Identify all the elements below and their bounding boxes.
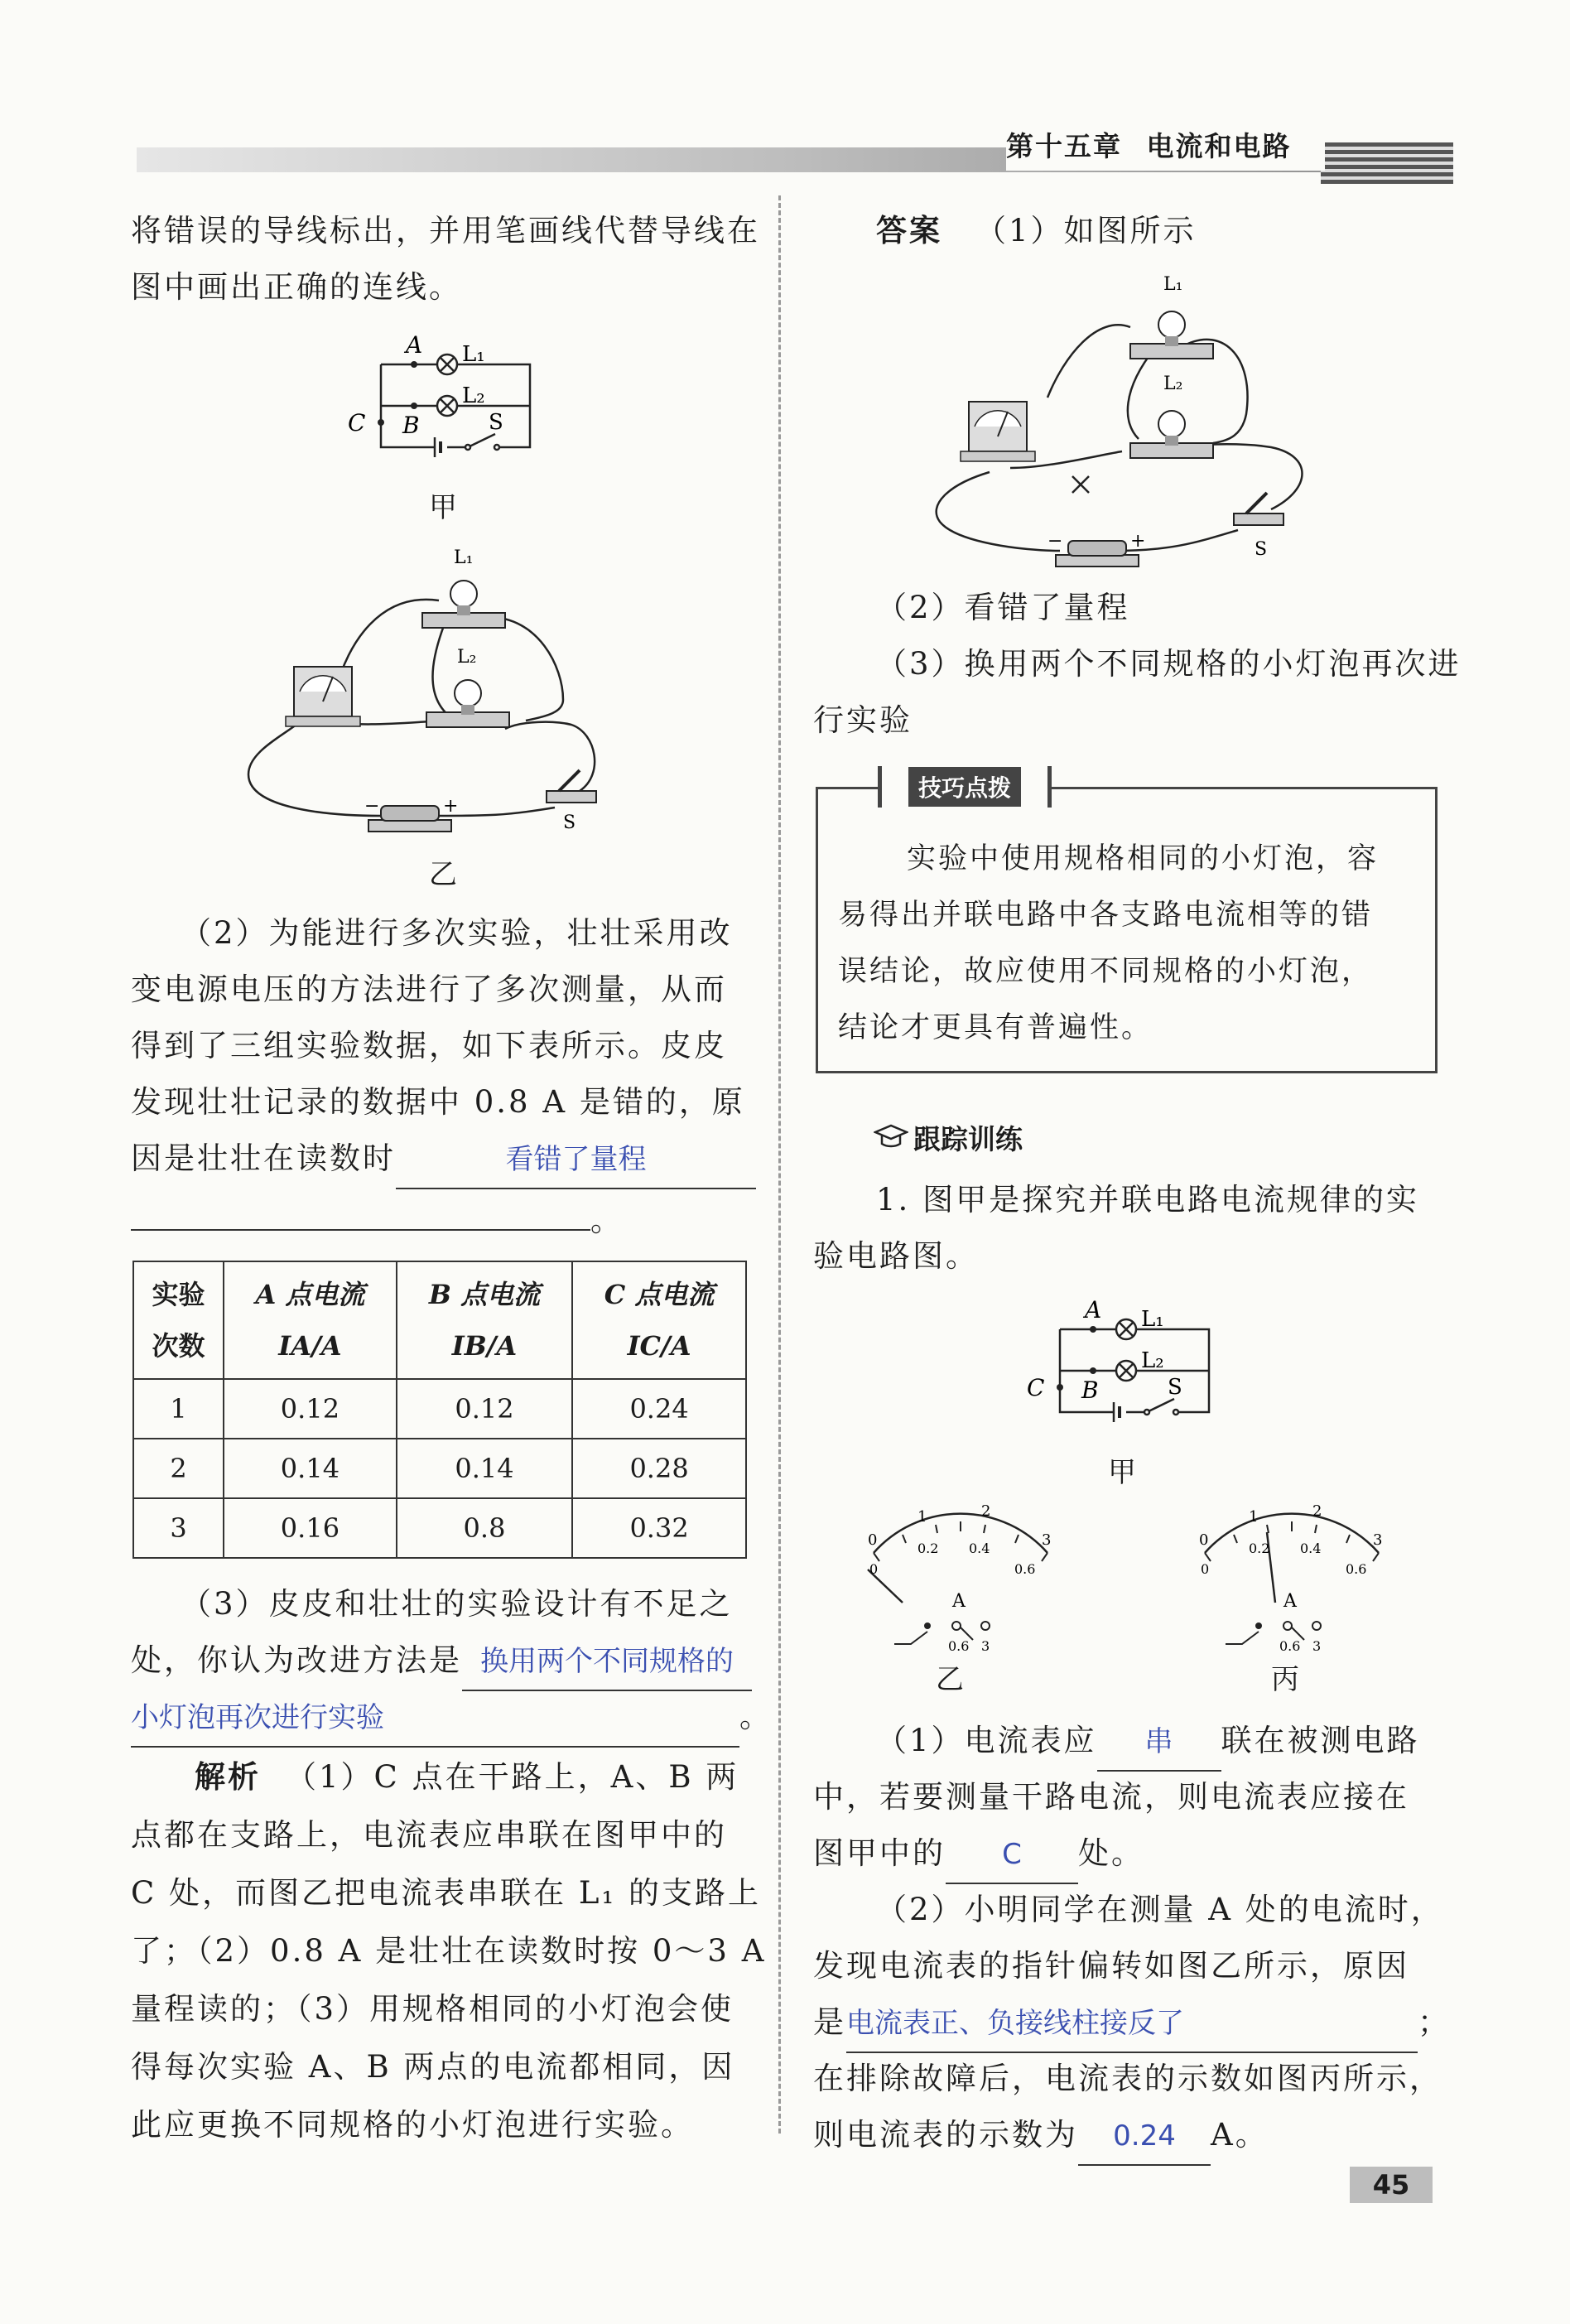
column-divider [778, 195, 781, 2134]
header-bar-right [1321, 142, 1453, 184]
svg-text:0.6: 0.6 [1279, 1638, 1301, 1654]
table-header-cell: 实验 次数 [133, 1261, 224, 1379]
svg-text:2: 2 [981, 1503, 991, 1520]
ans-label-S: S [1255, 539, 1268, 560]
analysis-label: 解析 [195, 1759, 261, 1795]
physical-circuit-yi [240, 542, 654, 857]
chapter-title: 电流和电路 [1146, 130, 1292, 162]
label-C: C [348, 409, 366, 436]
rq2-line3-prefix: 是 [813, 2004, 846, 2040]
circuit-diagram-jia [331, 323, 563, 489]
p1-line-1: 1. 图甲是探究并联电路电流规律的实 [876, 1182, 1420, 1217]
r-label-B: B [1081, 1377, 1099, 1404]
yi-label-S: S [563, 812, 576, 833]
table-cell: 0.14 [224, 1439, 397, 1498]
fig-jia-label: 甲 [429, 491, 457, 524]
q3-end: 。 [739, 1699, 773, 1734]
intro-line-1: 将错误的导线标出，并用笔画线代替导线在 [131, 213, 760, 248]
q2-line-3: 得到了三组实验数据，如下表所示。皮皮 [131, 1028, 727, 1063]
q2-answer-continuation [131, 1196, 590, 1231]
chapter-number: 第十五章 [1006, 130, 1122, 162]
svg-text:0.6: 0.6 [1346, 1561, 1367, 1577]
label-A: A [406, 331, 423, 359]
fig-bing-label: 丙 [1271, 1663, 1299, 1696]
q3-answer-field-1[interactable]: 换用两个不同规格的 [462, 1633, 752, 1691]
data-table [132, 1261, 747, 1559]
q2-prefix: 因是壮壮在读数时 [131, 1140, 396, 1176]
q2-answer-field[interactable]: 看错了量程 [396, 1131, 756, 1189]
q2-line-1: （2）为能进行多次实验，壮壮采用改 [181, 915, 733, 951]
q1-line3-prefix: 图甲中的 [813, 1835, 946, 1871]
q1-prefix: （1）电流表应 [876, 1723, 1097, 1758]
table-cell: 0.16 [224, 1498, 397, 1558]
tip-title-badge [878, 766, 1052, 808]
r-label-L2: L₂ [1141, 1348, 1164, 1373]
switch-icon [547, 770, 596, 803]
answer-switch-icon [1234, 493, 1283, 525]
table-cell: 0.24 [572, 1379, 746, 1439]
table-cell: 0.8 [397, 1498, 572, 1558]
label-S: S [489, 410, 503, 435]
table-cell: 0.12 [224, 1379, 397, 1439]
rq2-line3-end: ； [1418, 2004, 1451, 2040]
ammeter-icon [286, 667, 360, 726]
label-B: B [402, 412, 420, 439]
battery-icon [368, 806, 451, 832]
svg-text:3: 3 [981, 1638, 990, 1654]
r-label-S: S [1168, 1375, 1182, 1400]
answer-line-2: （2）看错了量程 [876, 590, 1130, 625]
q3-line-3 [131, 1689, 773, 1748]
table-header-cell: A 点电流 IA/A [224, 1261, 397, 1379]
answer-ammeter-icon [961, 402, 1035, 461]
rq2-line5-prefix: 则电流表的示数为 [813, 2117, 1078, 2153]
svg-text:1: 1 [917, 1508, 927, 1526]
q3-answer-field-2[interactable]: 小灯泡再次进行实验 [131, 1690, 739, 1748]
table-row [133, 1379, 746, 1439]
tip-line-4: 结论才更具有普遍性。 [838, 1011, 1153, 1044]
answer-bulb-l2-icon [1130, 411, 1213, 458]
answer-battery-icon [1056, 541, 1139, 567]
ans-label-plus: + [1130, 531, 1146, 552]
analysis-line-7: 此应更换不同规格的小灯泡进行实验。 [131, 2107, 694, 2143]
r-label-L1: L₁ [1141, 1307, 1164, 1332]
analysis-line-3: C 处，而图乙把电流表串联在 L₁ 的支路上 [131, 1875, 761, 1911]
circuit-diagram-jia-right [1010, 1288, 1242, 1454]
training-header [874, 1118, 1023, 1157]
tip-line-2: 易得出并联电路中各支路电流相等的错 [838, 899, 1374, 932]
tip-line-3: 误结论，故应使用不同规格的小灯泡， [838, 955, 1374, 988]
answer-line-4: 行实验 [813, 702, 913, 738]
table-cell: 0.32 [572, 1498, 746, 1558]
table-cell: 3 [133, 1498, 224, 1558]
yi-label-L2: L₂ [457, 647, 477, 668]
answer-bulb-l1-icon [1130, 311, 1213, 359]
svg-text:A: A [1283, 1591, 1297, 1612]
q1-mid: 联在被测电路 [1221, 1723, 1420, 1758]
ammeter-dial-yi [853, 1503, 1068, 1669]
rq2-answer-field-2[interactable]: 0.24 [1078, 2108, 1211, 2166]
svg-text:0.2: 0.2 [1249, 1540, 1270, 1556]
svg-text:3: 3 [1312, 1638, 1322, 1654]
table-cell: 0.12 [397, 1379, 572, 1439]
q1-line-1 [876, 1713, 1420, 1772]
label-L2: L₂ [462, 383, 485, 408]
analysis-line-1: 解析 （1）C 点在干路上，A、B 两 [195, 1759, 739, 1795]
svg-text:0.6: 0.6 [948, 1638, 970, 1654]
ans-label-L2: L₂ [1163, 374, 1183, 394]
svg-text:0: 0 [1199, 1531, 1209, 1549]
table-row [133, 1439, 746, 1498]
fig-yi-right-label: 乙 [936, 1663, 964, 1696]
q3-line-2 [131, 1632, 752, 1691]
table-cell: 0.14 [397, 1439, 572, 1498]
training-title: 跟踪训练 [913, 1123, 1023, 1155]
tip-line-1: 实验中使用规格相同的小灯泡，容 [907, 842, 1380, 875]
ans-label-minus: − [1047, 531, 1063, 552]
svg-text:2: 2 [1312, 1503, 1322, 1520]
page-number: 45 [1350, 2167, 1433, 2203]
ans-label-L1: L₁ [1163, 274, 1183, 295]
analysis-line-2: 点都在支路上，电流表应串联在图甲中的 [131, 1817, 727, 1853]
table-header-cell: C 点电流 IC/A [572, 1261, 746, 1379]
graduation-cap-icon [874, 1122, 908, 1154]
table-cell: 1 [133, 1379, 224, 1439]
rq2-line-3 [813, 1994, 1451, 2053]
svg-text:1: 1 [1249, 1508, 1259, 1526]
svg-text:0: 0 [1201, 1561, 1210, 1577]
q3-prefix: 处，你认为改进方法是 [131, 1642, 462, 1678]
rq2-line-5 [813, 2107, 1269, 2166]
yi-label-minus: − [364, 796, 380, 817]
q2-end: 。 [590, 1203, 624, 1238]
rq2-line-1: （2）小明同学在测量 A 处的电流时， [876, 1892, 1444, 1927]
answer-line-3: （3）换用两个不同规格的小灯泡再次进 [876, 646, 1462, 682]
header-title-box [1006, 123, 1325, 171]
intro-line-2: 图中画出正确的连线。 [131, 269, 462, 305]
q2-line-4: 发现壮壮记录的数据中 0.8 A 是错的，原 [131, 1084, 745, 1120]
svg-text:3: 3 [1373, 1531, 1383, 1549]
p1-line-2: 验电路图。 [813, 1238, 979, 1274]
label-L1: L₁ [462, 342, 485, 367]
r-label-C: C [1027, 1374, 1045, 1401]
svg-text:3: 3 [1042, 1531, 1052, 1549]
answer-label: 答案 [876, 213, 942, 248]
q1-answer-field-1[interactable]: 串 [1097, 1714, 1221, 1772]
ammeter-dial-bing [1184, 1503, 1399, 1669]
q1-line-3 [813, 1825, 1144, 1884]
tip-title: 技巧点拨 [908, 767, 1021, 807]
fig-yi-label: 乙 [429, 858, 457, 891]
answer-physical-circuit [923, 265, 1337, 580]
svg-text:A: A [952, 1591, 966, 1612]
q3-line-1: （3）皮皮和壮壮的实验设计有不足之 [181, 1586, 733, 1622]
rq2-line5-end: A。 [1211, 2117, 1269, 2153]
bulb-l1-icon [422, 581, 505, 628]
analysis-line-5: 量程读的；（3）用规格相同的小灯泡会使 [131, 1991, 734, 2027]
svg-text:0.2: 0.2 [917, 1540, 939, 1556]
yi-label-plus: + [443, 796, 459, 817]
svg-text:0: 0 [869, 1561, 879, 1577]
q1-line-2: 中，若要测量干路电流，则电流表应接在 [813, 1779, 1409, 1815]
rq2-line-2: 发现电流表的指针偏转如图乙所示，原因 [813, 1948, 1409, 1984]
analysis-line-4: 了；（2）0.8 A 是壮壮在读数时按 0～3 A [131, 1933, 767, 1969]
rq2-line-4: 在排除故障后，电流表的示数如图丙所示， [813, 2061, 1442, 2096]
table-row [133, 1498, 746, 1558]
analysis-line-6: 得每次实验 A、B 两点的电流都相同，因 [131, 2049, 735, 2085]
q1-end: 处。 [1078, 1835, 1144, 1871]
q2-line-2: 变电源电压的方法进行了多次测量，从而 [131, 972, 727, 1007]
answer-line-1: 答案 （1）如图所示 [876, 213, 1197, 248]
yi-label-L1: L₁ [454, 547, 474, 568]
q2-line-6 [131, 1193, 624, 1249]
fig-jia-right-label: 甲 [1108, 1456, 1136, 1489]
r-label-A: A [1085, 1296, 1102, 1324]
svg-text:0.6: 0.6 [1014, 1561, 1036, 1577]
table-header-row [133, 1261, 746, 1379]
table-header-cell: B 点电流 IB/A [397, 1261, 572, 1379]
q1-answer-field-2[interactable]: C [946, 1826, 1078, 1884]
rq2-answer-field-1[interactable]: 电流表正、负接线柱接反了 [846, 1995, 1418, 2053]
table-cell: 0.28 [572, 1439, 746, 1498]
svg-text:0.4: 0.4 [969, 1540, 990, 1556]
wrong-wire-cross-icon [1072, 476, 1089, 493]
svg-text:0: 0 [868, 1531, 878, 1549]
table-cell: 2 [133, 1439, 224, 1498]
q2-line-5 [131, 1131, 756, 1189]
svg-text:0.4: 0.4 [1300, 1540, 1322, 1556]
